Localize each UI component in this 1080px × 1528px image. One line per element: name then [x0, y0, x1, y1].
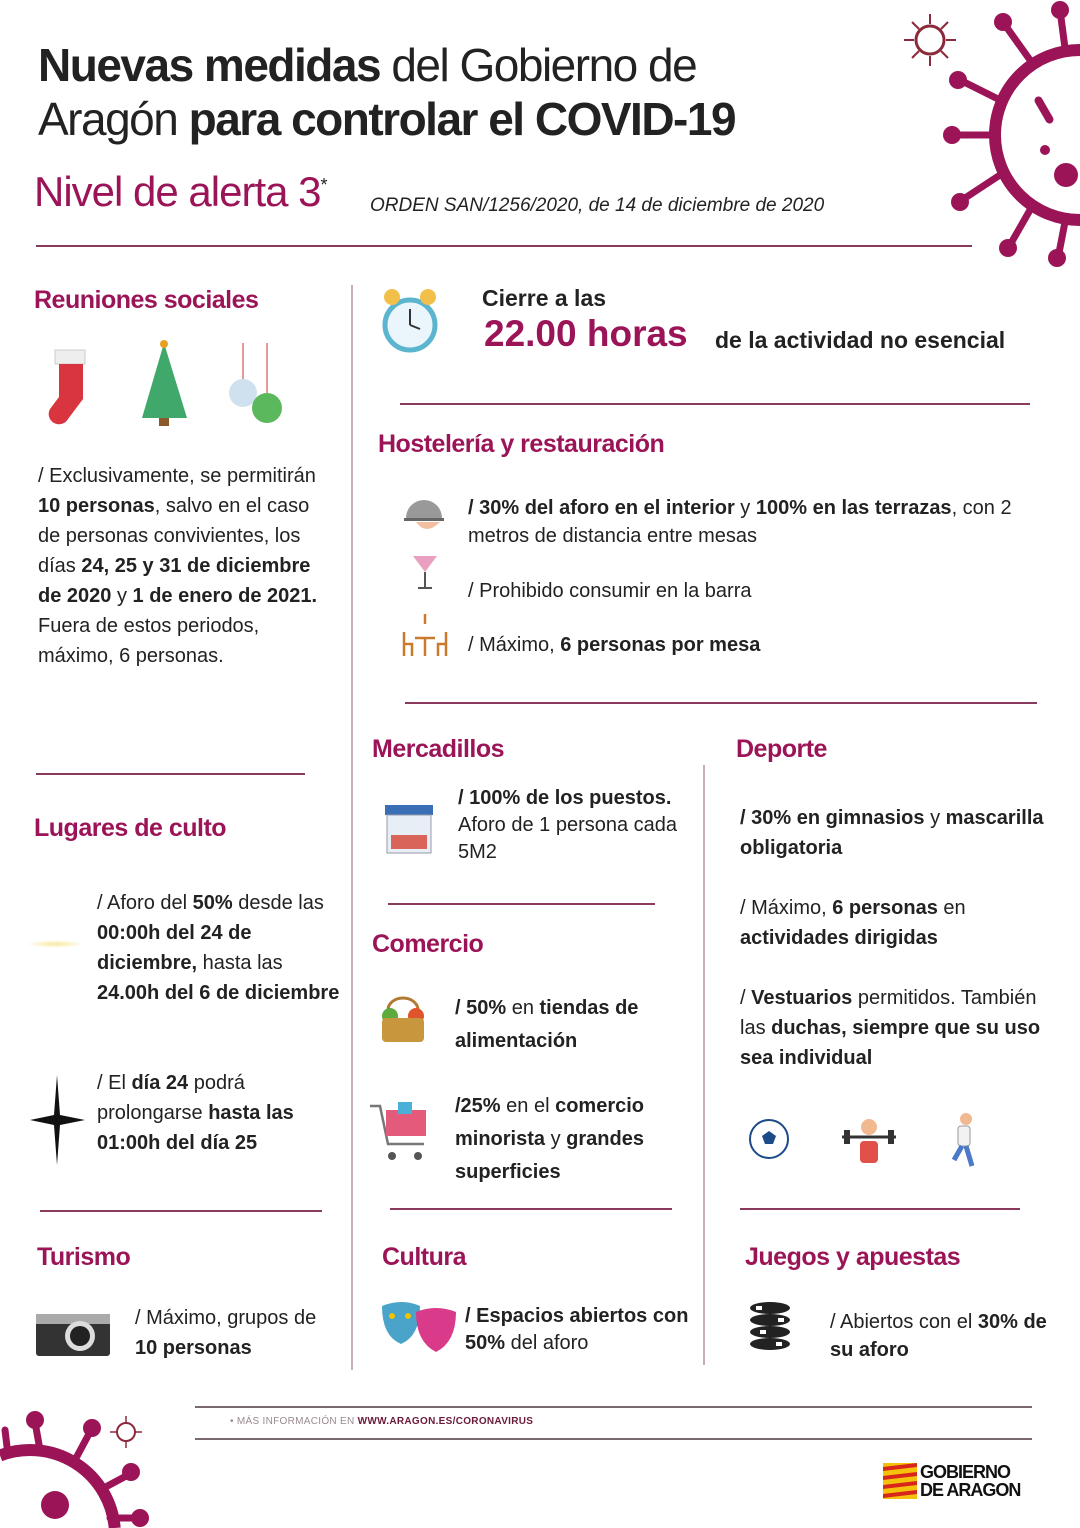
text-segment: / Abiertos con el: [830, 1311, 978, 1333]
divider: [195, 1406, 1032, 1408]
text-segment: en: [937, 897, 966, 919]
text-segment: , salvo en el caso de personas convivientes, los días: [38, 495, 310, 577]
logo-line2: DE ARAGON: [920, 1480, 1021, 1500]
text-segment: 24, 25 y 31 de diciembre de 2020: [38, 555, 311, 607]
text-segment: , con 2 metros de distancia entre mesas: [468, 497, 1012, 547]
text-segment: 6 personas: [832, 897, 938, 919]
text-segment: permitidos. También las: [740, 987, 1037, 1039]
text-segment: / Máximo,: [740, 897, 833, 919]
stocking-icon: [45, 342, 95, 427]
christmas-tree-icon: [137, 338, 192, 430]
text-segment: 6 personas por mesa: [560, 634, 761, 656]
divider: [388, 903, 655, 905]
runner-icon: [942, 1112, 982, 1170]
mercadillos-text: [458, 785, 688, 866]
gobierno-aragon-logo: [883, 1463, 1020, 1499]
text-segment: / Máximo, grupos de: [135, 1307, 317, 1329]
asterisk: *: [320, 175, 327, 195]
text-segment: / Aforo del: [97, 892, 193, 914]
hosteleria-item-1: [468, 494, 1038, 550]
heading-comercio: Comercio: [372, 930, 484, 958]
text-segment: Nuevas medidas: [38, 39, 381, 91]
text-segment: / El: [97, 1072, 132, 1094]
divider: [405, 702, 1037, 704]
heading-cultura: Cultura: [382, 1243, 466, 1271]
text-segment: / 30% del aforo en el interior: [468, 497, 735, 519]
text-segment: del aforo: [505, 1332, 589, 1354]
text-segment: desde las: [232, 892, 324, 914]
camera-icon: [36, 1308, 110, 1356]
text-segment: Aragón: [38, 93, 189, 145]
text-segment: 10 personas: [135, 1337, 252, 1359]
weightlifter-icon: [840, 1113, 898, 1165]
divider: [36, 773, 305, 775]
table-chairs-icon: [400, 612, 450, 658]
cloche-icon: [402, 492, 446, 536]
text-segment: actividades dirigidas: [740, 927, 938, 949]
text-segment: / Espacios abiertos con 50%: [465, 1305, 689, 1354]
text-segment: 100% en las terrazas: [755, 497, 952, 519]
column-divider: [351, 285, 353, 1370]
culto-item-1: [97, 888, 347, 1008]
heading-juegos: Juegos y apuestas: [745, 1243, 961, 1271]
alert-level-text: Nivel de alerta 3: [34, 168, 321, 215]
text-segment: y: [924, 807, 946, 829]
cierre-label: Cierre a las: [482, 285, 607, 311]
text-segment: hasta las 01:00h del día 25: [97, 1102, 294, 1154]
heading-turismo: Turismo: [37, 1243, 131, 1271]
heading-culto: Lugares de culto: [34, 814, 227, 842]
glow-icon: [25, 940, 85, 948]
divider: [195, 1438, 1032, 1440]
text-segment: / Prohibido consumir en la barra: [468, 580, 752, 602]
deporte-item-3: [740, 983, 1060, 1073]
text-segment: y: [111, 585, 133, 607]
text-segment: 50%: [192, 892, 233, 914]
text-segment: 00:00h del 24 de diciembre,: [97, 922, 252, 974]
text-segment: 24.00h del 6 de diciembre: [97, 982, 340, 1004]
cierre-rest: de la actividad no esencial: [715, 327, 1006, 353]
theater-masks-icon: [380, 1300, 458, 1355]
text-segment: 30% de su aforo: [830, 1311, 1047, 1361]
more-info: • MÁS INFORMACIÓN EN WWW.ARAGON.ES/CORONAVIRUS: [230, 1416, 534, 1427]
text-segment: 10 personas: [38, 495, 155, 517]
more-info-prefix: MÁS INFORMACIÓN EN: [236, 1416, 358, 1427]
text-segment: / 100% de los puestos.: [458, 787, 672, 809]
comercio-item-2: [455, 1090, 695, 1189]
deporte-item-2: [740, 893, 1060, 953]
text-segment: Vestuarios: [751, 987, 853, 1009]
text-segment: en: [506, 997, 540, 1019]
sparkle-star-icon: [30, 1075, 85, 1165]
text-segment: / 30% en gimnasios: [740, 807, 925, 829]
text-segment: /25%: [455, 1095, 501, 1117]
text-segment: día 24: [131, 1072, 189, 1094]
text-segment: y: [545, 1128, 567, 1150]
text-segment: para controlar el COVID-19: [188, 93, 736, 145]
poker-chips-icon: [748, 1300, 793, 1358]
text-segment: hasta las: [197, 952, 283, 974]
small-virus-icon: [108, 1414, 144, 1450]
divider: [400, 403, 1030, 405]
text-segment: / 50%: [455, 997, 507, 1019]
divider: [740, 1208, 1020, 1210]
text-segment: / Máximo,: [468, 634, 561, 656]
text-segment: tiendas de alimentación: [455, 997, 639, 1052]
turismo-text: [135, 1303, 335, 1363]
large-virus-icon: [940, 0, 1080, 270]
text-segment: / Exclusivamente, se permitirán: [38, 465, 316, 487]
culto-item-2: [97, 1068, 337, 1158]
cultura-text: [465, 1303, 695, 1357]
text-segment: /: [740, 987, 752, 1009]
text-segment: grandes superficies: [455, 1128, 644, 1183]
logo-line1: GOBIERNO: [920, 1462, 1011, 1482]
shopping-cart-icon: [368, 1100, 433, 1165]
market-stall-icon: [383, 803, 435, 855]
cierre-time: 22.00 horas: [484, 313, 688, 354]
divider: [390, 1208, 672, 1210]
text-segment: y: [734, 497, 756, 519]
text-segment: 1 de enero de 2021.: [132, 585, 318, 607]
juegos-text: [830, 1308, 1050, 1364]
text-segment: comercio minorista: [455, 1095, 645, 1150]
heading-deporte: Deporte: [736, 735, 827, 763]
text-segment: Fuera de estos periodos, máximo, 6 personas.: [38, 615, 260, 667]
text-segment: podrá prolongarse: [97, 1072, 245, 1124]
deporte-item-1: [740, 803, 1060, 863]
soccer-ball-icon: [748, 1118, 790, 1160]
text-segment: duchas, siempre que su uso sea individual: [740, 1017, 1041, 1069]
text-segment: Aforo de 1 persona cada 5M2: [458, 814, 678, 863]
text-segment: mascarilla obligatoria: [740, 807, 1044, 859]
page-title-line2: [38, 92, 735, 146]
divider: [40, 1210, 322, 1212]
order-reference: ORDEN SAN/1256/2020, de 14 de diciembre de 2020: [370, 195, 825, 216]
divider: [36, 245, 972, 247]
text-segment: en el: [500, 1095, 556, 1117]
reuniones-text: [38, 461, 323, 671]
alert-level: [34, 168, 327, 216]
more-info-link[interactable]: WWW.ARAGON.ES/CORONAVIRUS: [357, 1416, 534, 1427]
hosteleria-item-3: [468, 630, 760, 660]
comercio-item-1: [455, 992, 695, 1058]
heading-reuniones: Reuniones sociales: [34, 286, 259, 314]
ornaments-icon: [225, 338, 285, 428]
food-basket-icon: [376, 992, 430, 1046]
cocktail-icon: [410, 550, 440, 592]
column-divider: [703, 765, 705, 1365]
alarm-clock-icon: [380, 285, 440, 360]
heading-mercadillos: Mercadillos: [372, 735, 505, 763]
heading-hosteleria: Hostelería y restauración: [378, 430, 665, 458]
aragon-flag-icon: [883, 1463, 917, 1499]
text-segment: del Gobierno de: [380, 39, 697, 91]
hosteleria-item-2: [468, 576, 751, 606]
page-title-line1: [38, 38, 696, 92]
